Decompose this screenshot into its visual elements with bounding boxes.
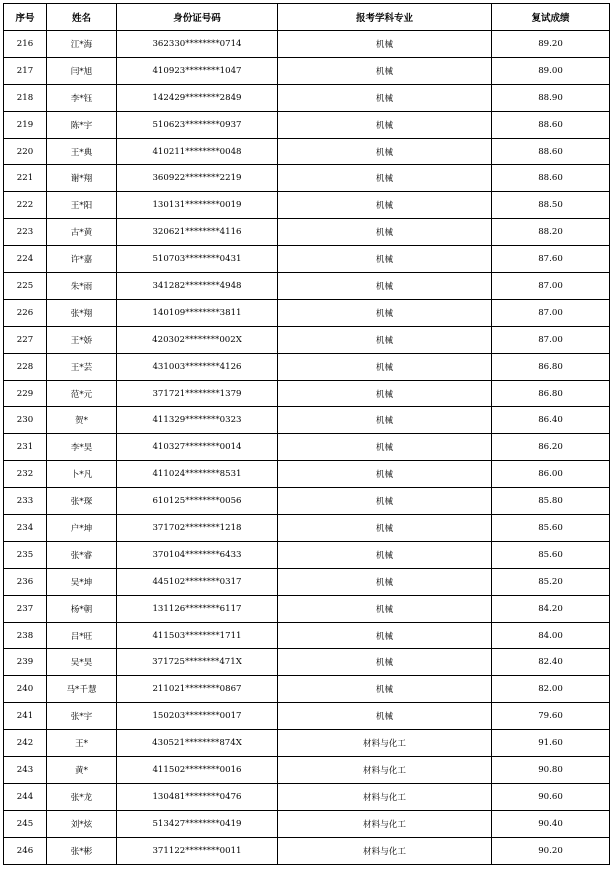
cell-retest-score: 85.60 [492, 541, 610, 568]
cell-serial-number: 232 [4, 461, 47, 488]
table-row [4, 730, 610, 757]
cell-serial-number: 239 [4, 649, 47, 676]
cell-id-number: 420302********002X [117, 326, 278, 353]
cell-serial-number: 243 [4, 757, 47, 784]
cell-name: 吴*坤 [47, 568, 117, 595]
header-serial-number: 序号 [4, 4, 47, 31]
table-row [4, 165, 610, 192]
cell-name: 范*元 [47, 380, 117, 407]
cell-major: 机械 [278, 434, 492, 461]
cell-name: 吴*昊 [47, 649, 117, 676]
cell-retest-score: 88.60 [492, 138, 610, 165]
cell-retest-score: 88.90 [492, 84, 610, 111]
cell-retest-score: 86.20 [492, 434, 610, 461]
table-row [4, 515, 610, 542]
cell-retest-score: 88.60 [492, 165, 610, 192]
table-row [4, 138, 610, 165]
cell-name: 王*娇 [47, 326, 117, 353]
cell-serial-number: 235 [4, 541, 47, 568]
header-major: 报考学科专业 [278, 4, 492, 31]
cell-id-number: 371725********471X [117, 649, 278, 676]
cell-name: 张*翔 [47, 299, 117, 326]
cell-name: 张*睿 [47, 541, 117, 568]
cell-major: 材料与化工 [278, 783, 492, 810]
cell-id-number: 140109********3811 [117, 299, 278, 326]
cell-id-number: 513427********0419 [117, 810, 278, 837]
table-row [4, 407, 610, 434]
cell-id-number: 341282********4948 [117, 273, 278, 300]
table-row [4, 810, 610, 837]
table-row [4, 622, 610, 649]
cell-id-number: 431003********4126 [117, 353, 278, 380]
cell-serial-number: 223 [4, 219, 47, 246]
cell-retest-score: 86.80 [492, 353, 610, 380]
cell-major: 机械 [278, 515, 492, 542]
cell-retest-score: 82.00 [492, 676, 610, 703]
cell-serial-number: 226 [4, 299, 47, 326]
table-row [4, 84, 610, 111]
cell-serial-number: 222 [4, 192, 47, 219]
cell-name: 许*嘉 [47, 246, 117, 273]
cell-major: 材料与化工 [278, 757, 492, 784]
cell-name: 卜*凡 [47, 461, 117, 488]
cell-id-number: 410923********1047 [117, 57, 278, 84]
cell-serial-number: 245 [4, 810, 47, 837]
cell-major: 机械 [278, 111, 492, 138]
cell-id-number: 445102********0317 [117, 568, 278, 595]
cell-major: 机械 [278, 273, 492, 300]
table-row [4, 703, 610, 730]
cell-serial-number: 220 [4, 138, 47, 165]
cell-major: 材料与化工 [278, 837, 492, 864]
cell-name: 谢*翔 [47, 165, 117, 192]
cell-retest-score: 84.00 [492, 622, 610, 649]
table-row [4, 299, 610, 326]
cell-major: 机械 [278, 541, 492, 568]
cell-serial-number: 224 [4, 246, 47, 273]
cell-serial-number: 237 [4, 595, 47, 622]
cell-major: 机械 [278, 192, 492, 219]
cell-id-number: 411329********0323 [117, 407, 278, 434]
table-row [4, 568, 610, 595]
table-row [4, 353, 610, 380]
table-row [4, 488, 610, 515]
cell-retest-score: 86.00 [492, 461, 610, 488]
cell-major: 机械 [278, 595, 492, 622]
cell-id-number: 150203********0017 [117, 703, 278, 730]
table-header [4, 4, 610, 31]
cell-retest-score: 88.50 [492, 192, 610, 219]
table-row [4, 380, 610, 407]
cell-serial-number: 221 [4, 165, 47, 192]
cell-serial-number: 233 [4, 488, 47, 515]
cell-major: 机械 [278, 84, 492, 111]
cell-name: 李*昊 [47, 434, 117, 461]
cell-name: 闫*旭 [47, 57, 117, 84]
cell-retest-score: 89.00 [492, 57, 610, 84]
table-row [4, 192, 610, 219]
cell-major: 机械 [278, 31, 492, 58]
cell-id-number: 130481********0476 [117, 783, 278, 810]
cell-id-number: 360922********2219 [117, 165, 278, 192]
cell-name: 张*彬 [47, 837, 117, 864]
cell-name: 马*千慧 [47, 676, 117, 703]
score-table [3, 3, 610, 865]
cell-retest-score: 87.00 [492, 299, 610, 326]
cell-major: 材料与化工 [278, 730, 492, 757]
cell-major: 机械 [278, 649, 492, 676]
cell-retest-score: 82.40 [492, 649, 610, 676]
cell-serial-number: 230 [4, 407, 47, 434]
cell-major: 机械 [278, 622, 492, 649]
cell-retest-score: 84.20 [492, 595, 610, 622]
cell-retest-score: 86.80 [492, 380, 610, 407]
cell-name: 李*钰 [47, 84, 117, 111]
cell-serial-number: 242 [4, 730, 47, 757]
header-id-number: 身份证号码 [117, 4, 278, 31]
cell-id-number: 142429********2849 [117, 84, 278, 111]
cell-name: 黄* [47, 757, 117, 784]
cell-id-number: 430521********874X [117, 730, 278, 757]
cell-name: 刘*炫 [47, 810, 117, 837]
cell-retest-score: 86.40 [492, 407, 610, 434]
cell-id-number: 130131********0019 [117, 192, 278, 219]
cell-retest-score: 79.60 [492, 703, 610, 730]
table-row [4, 461, 610, 488]
cell-name: 朱*雨 [47, 273, 117, 300]
header-retest-score: 复试成绩 [492, 4, 610, 31]
table-row [4, 31, 610, 58]
cell-retest-score: 85.60 [492, 515, 610, 542]
cell-id-number: 410211********0048 [117, 138, 278, 165]
cell-id-number: 362330********0714 [117, 31, 278, 58]
cell-id-number: 371702********1218 [117, 515, 278, 542]
cell-name: 张*龙 [47, 783, 117, 810]
cell-serial-number: 234 [4, 515, 47, 542]
cell-retest-score: 88.20 [492, 219, 610, 246]
table-row [4, 273, 610, 300]
table-row [4, 111, 610, 138]
cell-major: 材料与化工 [278, 810, 492, 837]
cell-serial-number: 219 [4, 111, 47, 138]
cell-name: 王* [47, 730, 117, 757]
cell-retest-score: 90.80 [492, 757, 610, 784]
cell-serial-number: 225 [4, 273, 47, 300]
cell-name: 户*坤 [47, 515, 117, 542]
cell-serial-number: 244 [4, 783, 47, 810]
cell-serial-number: 238 [4, 622, 47, 649]
cell-name: 王*典 [47, 138, 117, 165]
cell-name: 张*宇 [47, 703, 117, 730]
header-name: 姓名 [47, 4, 117, 31]
cell-serial-number: 228 [4, 353, 47, 380]
header-row [4, 4, 610, 31]
cell-major: 机械 [278, 219, 492, 246]
cell-retest-score: 87.60 [492, 246, 610, 273]
cell-major: 机械 [278, 407, 492, 434]
cell-id-number: 410327********0014 [117, 434, 278, 461]
table-row [4, 783, 610, 810]
cell-major: 机械 [278, 246, 492, 273]
cell-name: 王*芸 [47, 353, 117, 380]
cell-retest-score: 90.20 [492, 837, 610, 864]
cell-major: 机械 [278, 299, 492, 326]
cell-id-number: 370104********6433 [117, 541, 278, 568]
cell-id-number: 510703********0431 [117, 246, 278, 273]
cell-major: 机械 [278, 703, 492, 730]
cell-major: 机械 [278, 165, 492, 192]
cell-serial-number: 231 [4, 434, 47, 461]
table-row [4, 434, 610, 461]
cell-retest-score: 88.60 [492, 111, 610, 138]
cell-serial-number: 229 [4, 380, 47, 407]
cell-retest-score: 87.00 [492, 326, 610, 353]
cell-retest-score: 85.80 [492, 488, 610, 515]
cell-id-number: 411502********0016 [117, 757, 278, 784]
cell-retest-score: 90.60 [492, 783, 610, 810]
table-row [4, 57, 610, 84]
cell-major: 机械 [278, 326, 492, 353]
cell-major: 机械 [278, 353, 492, 380]
table-row [4, 837, 610, 864]
table-body [4, 31, 610, 865]
table-row [4, 246, 610, 273]
table-row [4, 595, 610, 622]
cell-id-number: 610125********0056 [117, 488, 278, 515]
cell-name: 张*琛 [47, 488, 117, 515]
cell-retest-score: 89.20 [492, 31, 610, 58]
cell-name: 杨*朝 [47, 595, 117, 622]
table-row [4, 541, 610, 568]
cell-id-number: 411503********1711 [117, 622, 278, 649]
cell-serial-number: 236 [4, 568, 47, 595]
cell-major: 机械 [278, 57, 492, 84]
cell-major: 机械 [278, 568, 492, 595]
cell-retest-score: 91.60 [492, 730, 610, 757]
table-row [4, 757, 610, 784]
cell-id-number: 510623********0937 [117, 111, 278, 138]
cell-major: 机械 [278, 380, 492, 407]
cell-serial-number: 216 [4, 31, 47, 58]
cell-id-number: 411024********8531 [117, 461, 278, 488]
cell-serial-number: 218 [4, 84, 47, 111]
table-row [4, 676, 610, 703]
cell-id-number: 320621********4116 [117, 219, 278, 246]
table-row [4, 326, 610, 353]
cell-major: 机械 [278, 138, 492, 165]
cell-major: 机械 [278, 461, 492, 488]
cell-name: 王*阳 [47, 192, 117, 219]
cell-serial-number: 240 [4, 676, 47, 703]
table-row [4, 649, 610, 676]
cell-name: 贺* [47, 407, 117, 434]
cell-serial-number: 217 [4, 57, 47, 84]
cell-name: 古*黄 [47, 219, 117, 246]
cell-retest-score: 87.00 [492, 273, 610, 300]
table-row [4, 219, 610, 246]
cell-id-number: 371122********0011 [117, 837, 278, 864]
cell-major: 机械 [278, 676, 492, 703]
cell-id-number: 371721********1379 [117, 380, 278, 407]
cell-name: 江*海 [47, 31, 117, 58]
cell-major: 机械 [278, 488, 492, 515]
cell-serial-number: 227 [4, 326, 47, 353]
cell-retest-score: 90.40 [492, 810, 610, 837]
cell-name: 吕*旺 [47, 622, 117, 649]
cell-id-number: 131126********6117 [117, 595, 278, 622]
cell-name: 陈*宇 [47, 111, 117, 138]
cell-id-number: 211021********0867 [117, 676, 278, 703]
cell-serial-number: 246 [4, 837, 47, 864]
cell-retest-score: 85.20 [492, 568, 610, 595]
cell-serial-number: 241 [4, 703, 47, 730]
